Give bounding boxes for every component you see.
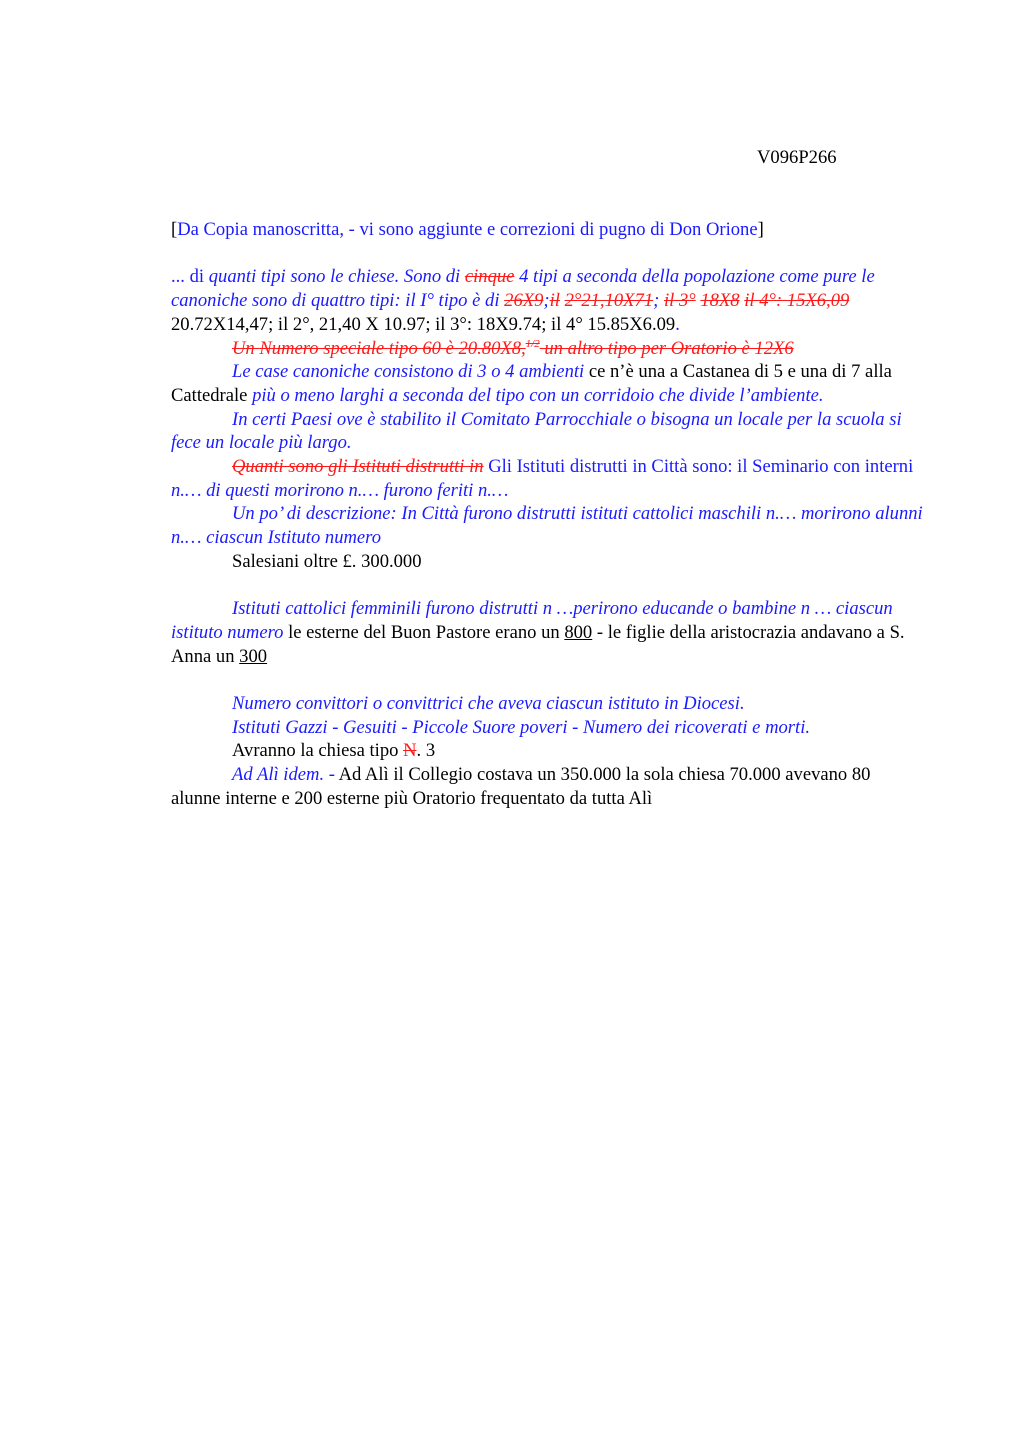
- text-run: n.… di questi morirono n.… furono feriti n.…: [171, 479, 509, 501]
- paragraph-canonical-houses: [171, 360, 923, 407]
- blank-line: [171, 668, 923, 692]
- text-run: Avranno la chiesa tipo: [232, 740, 404, 762]
- paragraph-church-type: [171, 739, 923, 763]
- text-run: Salesiani oltre £. 300.000: [232, 550, 422, 572]
- deleted-text: 26X9: [504, 290, 544, 312]
- paragraph-parish-committee: [171, 408, 923, 455]
- text-run: 20.72X14,47; il 2°, 21,40 X 10.97; il 3°: 18X9.74; il 4° 15.85X6.09: [171, 313, 676, 335]
- deleted-text: il: [549, 290, 560, 312]
- blank-line: [171, 574, 923, 598]
- deleted-text: il 4°: 15X6,09: [744, 290, 850, 312]
- text-run: ... di: [171, 266, 209, 288]
- deleted-superscript: 1/2: [525, 337, 540, 350]
- paragraph-church-types: [171, 265, 923, 336]
- text-run: Le case canoniche consistono di 3 o 4 ambienti: [232, 361, 585, 383]
- underlined-number: 300: [239, 645, 268, 667]
- text-run: ;: [653, 290, 664, 312]
- document-body: [171, 218, 923, 811]
- text-run: Istituti cattolici femminili furono distrutti n …perirono educande o bambine n … ciascun istituto numero: [171, 598, 893, 643]
- text-run: ce n’è una a Castanea di 5 e una di 7 alla Cattedrale: [171, 361, 892, 406]
- text-run: . 3: [416, 740, 436, 762]
- deleted-text: Un Numero speciale tipo 60 è 20.80X8,: [232, 337, 526, 359]
- deleted-text: il 3°: [663, 290, 696, 312]
- text-run: -: [324, 764, 339, 786]
- text-run: più o meno larghi a seconda del tipo con un corridoio che divide l’ambiente.: [252, 384, 824, 406]
- text-run: - le figlie della aristocrazia andavano a S. Anna un: [171, 621, 905, 667]
- paragraph-salesians: [171, 550, 923, 574]
- bracket-close: ]: [757, 219, 764, 240]
- text-run: quanti tipi sono le chiese. Sono di: [208, 266, 465, 288]
- underlined-number: 800: [564, 621, 593, 643]
- page-id: V096P266: [757, 147, 837, 168]
- paragraph-description: [171, 502, 923, 549]
- paragraph-ali: [171, 763, 923, 810]
- bracket-open: [: [171, 219, 178, 240]
- paragraph-special-type: [171, 337, 923, 361]
- deleted-text: Quanti sono gli Istituti distrutti in: [232, 456, 484, 478]
- paragraph-female-institutes: [171, 597, 923, 668]
- paragraph-gazzi-institutes: [171, 716, 923, 740]
- deleted-text: un altro tipo per Oratorio è 12X6: [539, 337, 794, 359]
- text-run: Ad Alì idem.: [232, 764, 325, 786]
- blank-line: [171, 242, 923, 266]
- text-run: Gli Istituti distrutti in Città sono: il Seminario con interni: [483, 456, 914, 478]
- text-run: .: [675, 313, 680, 335]
- deleted-text: N: [403, 740, 417, 762]
- text-run: Istituti Gazzi - Gesuiti - Piccole Suore poveri - Numero dei ricoverati e morti.: [232, 716, 811, 738]
- paragraph-destroyed-institutes: [171, 455, 923, 502]
- text-run: Ad Alì il Collegio costava un 350.000 la sola chiesa 70.000 avevano 80 alunne interne e 200 esterne più Oratorio frequentato da tutta Alì: [171, 764, 871, 809]
- deleted-text: cinque: [464, 266, 515, 288]
- deleted-text: 2°21,10X71: [564, 290, 654, 312]
- text-run: Un po’ di descrizione: In Città furono distrutti istituti cattolici maschili n.… morirono alunni n.… ciascun Istituto numero: [171, 503, 923, 549]
- text-run: ;: [543, 290, 550, 312]
- text-run: le esterne del Buon Pastore erano un: [283, 621, 565, 643]
- source-note-text: Da Copia manoscritta, - vi sono aggiunte e correzioni di pugno di Don Orione: [177, 219, 758, 240]
- source-note: [171, 218, 923, 242]
- text-run: Numero convittori o convittrici che aveva ciascun istituto in Diocesi.: [232, 693, 745, 715]
- paragraph-boarders: [171, 692, 923, 716]
- text-run: In certi Paesi ove è stabilito il Comitato Parrocchiale o bisogna un locale per la scuola si fece un locale più largo.: [171, 408, 902, 454]
- deleted-text: 18X8: [700, 290, 740, 312]
- text-run: 4 tipi a seconda della popolazione come pure le canoniche sono di quattro tipi: il I° tipo è di: [171, 266, 875, 312]
